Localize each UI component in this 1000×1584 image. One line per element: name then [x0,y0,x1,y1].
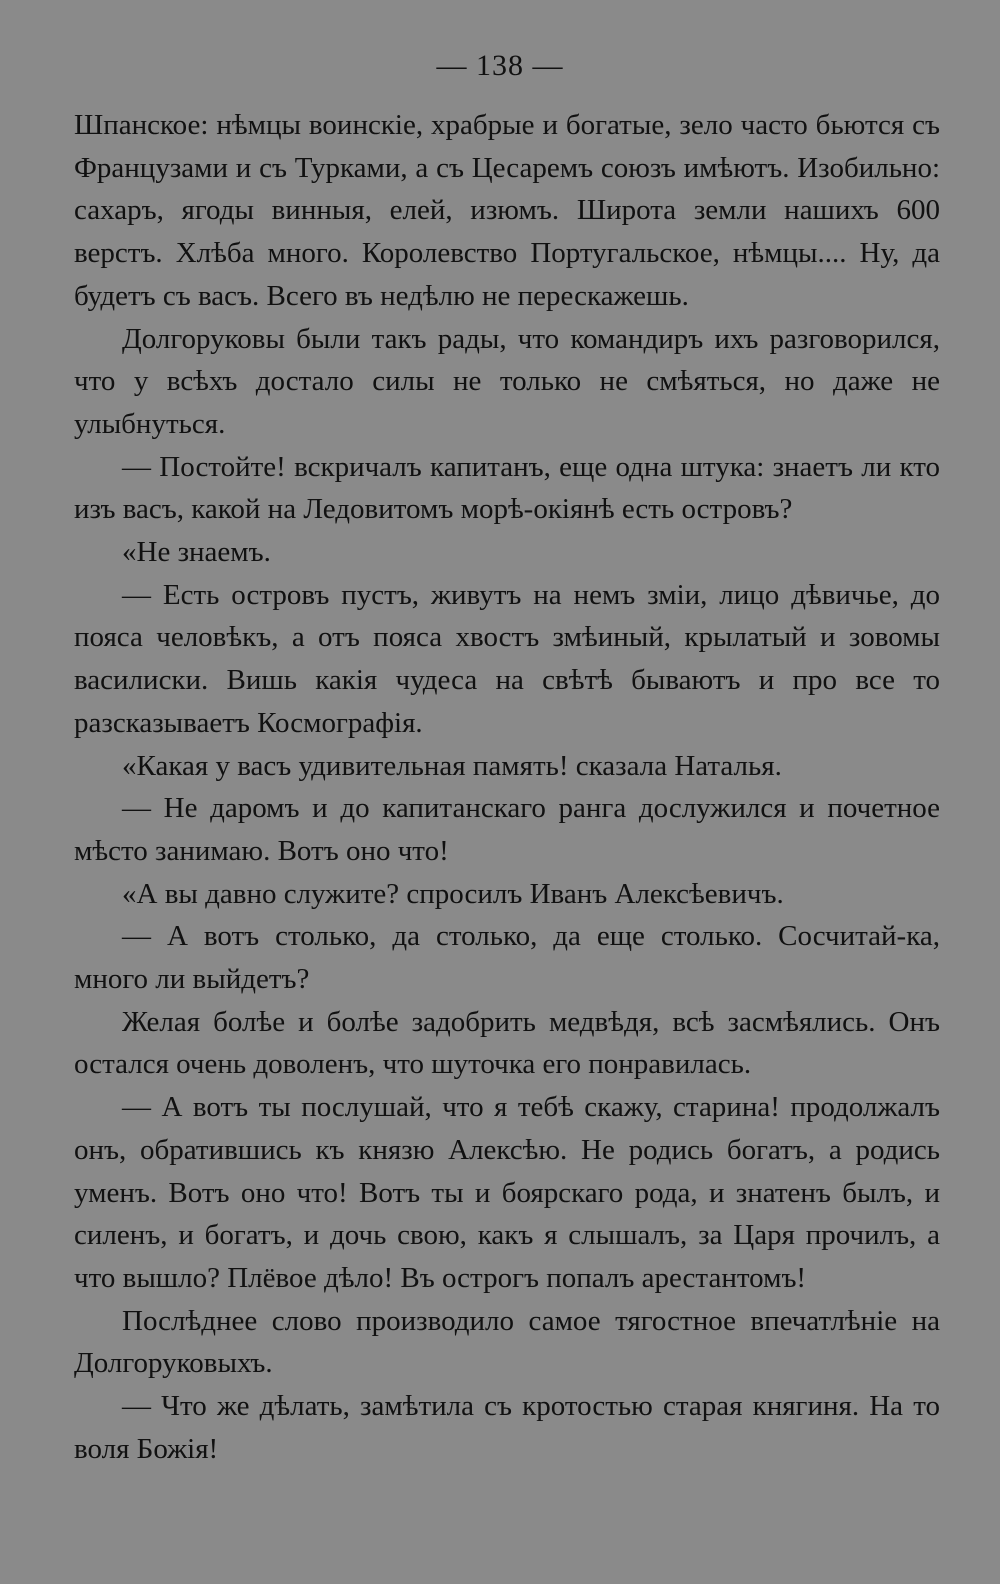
paragraph: Желая болѣе и болѣе задобрить медвѣдя, всѣ засмѣялись. Онъ остался очень доволенъ, что шуточка его понравилась. [74,1005,940,1081]
paragraph: — Постойте! вскричалъ капитанъ, еще одна штука: знаетъ ли кто изъ васъ, какой на Ледовитомъ морѣ-окіянѣ есть островъ? [74,450,940,526]
paragraph: «Какая у васъ удивительная память! сказала Наталья. [122,749,782,782]
paragraph-continuation: Шпанское: нѣмцы воинскіе, храбрые и богатые, зело часто бьются съ Французами и съ Турками, а съ Цесаремъ союзъ имѣютъ. Изобильно: сахаръ, ягоды винныя, елей, изюмъ. Широта земли нашихъ 600 верстъ. Хлѣба много. Королевство Португальское, нѣмцы.... Ну, да будетъ съ васъ. Всего въ недѣлю не перескажешь. [74,109,940,312]
paragraph: — А вотъ столько, да столько, да еще столько. Сосчитай-ка, много ли выйдетъ? [74,920,940,996]
paragraph: Послѣднее слово производило самое тягостное впечатлѣніе на Долгоруковыхъ. [74,1304,940,1380]
paragraph: — А вотъ ты послушай, что я тебѣ скажу, старина! продолжалъ онъ, обратившись къ князю Алексѣю. Не родись богатъ, а родись уменъ. Вотъ оно что! Вотъ ты и боярскаго рода, и знатенъ былъ, и силенъ, и богатъ, и дочь свою, какъ я слышалъ, за Царя прочилъ, а что вышло? Плёвое дѣло! Въ острогъ попалъ арестантомъ! [74,1091,940,1294]
paragraph: — Есть островъ пустъ, живутъ на немъ зміи, лицо дѣвичье, до пояса человѣкъ, а отъ пояса хвостъ змѣиный, крылатый и зовомы василиски. Вишь какія чудеса на свѣтѣ бываютъ и про все то разсказываетъ Космографія. [74,578,940,739]
paragraph: «А вы давно служите? спросилъ Иванъ Алексѣевичъ. [122,877,784,910]
paragraph: — Что же дѣлать, замѣтила съ кротостью старая княгиня. На то воля Божія! [74,1390,940,1465]
paragraph: — Не даромъ и до капитанскаго ранга дослужился и почетное мѣсто занимаю. Вотъ оно что! [74,792,940,867]
page-number: — 138 — [436,49,564,82]
page-body [74,104,940,1471]
paragraph: Долгоруковы были такъ рады, что командиръ ихъ разговорился, что у всѣхъ достало силы не только не смѣяться, но даже не улыбнуться. [74,322,940,440]
paragraph: «Не знаемъ. [122,536,271,569]
